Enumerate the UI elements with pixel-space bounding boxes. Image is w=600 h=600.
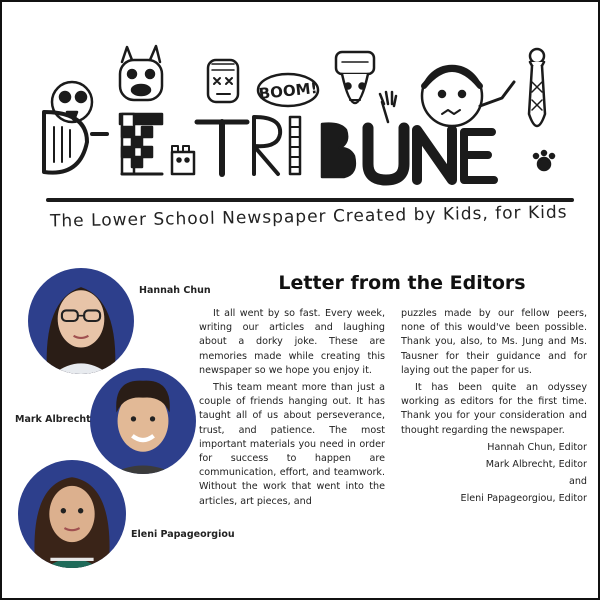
article-column-2 [401,307,587,510]
article-title: Letter from the Editors [278,272,526,294]
paragraph: It has been quite an odyssey working as editors for the first time. Thank you for your consideration and thought regarding the newspaper. [401,382,587,436]
signature-line: Eleni Papageorgiou, Editor [460,493,587,505]
masthead-rule [46,198,574,202]
editor-photo-eleni [18,460,126,568]
editor-photo-mark [90,368,196,474]
signature-line: Mark Albrecht, Editor [485,459,587,471]
paragraph: puzzles made by our fellow peers, none of this would've been possible. Thank you, also, to Ms. Jung and Ms. Tausner for their guidance and for laying out the paper for us. [401,308,587,376]
editor-photo-hannah [28,268,134,374]
signature-line: Hannah Chun, Editor [487,441,587,453]
editor-name-eleni: Eleni Papageorgiou [131,529,235,540]
signature-line: and [568,476,587,488]
paragraph: This team meant more than just a couple of friends hanging out. It has taught all of us about perseverance, trust, and patience. The most important materials you need in order for success to happen are communication, effort, and teamwork. Without the work that went into the articles, art pieces, and [199,382,385,507]
editor-name-hannah: Hannah Chun [139,285,211,296]
paragraph: It all went by so fast. Every week, writing our articles and laughing about a dorky joke. These are memories made while creating this newspaper so we hope you enjoy it. [199,308,385,376]
boom-text: BOOM! [257,78,319,104]
editor-name-mark: Mark Albrecht [15,414,91,425]
tagline: The Lower School Newspaper Created by Kids, for Kids [49,202,568,232]
article-column-1 [199,307,385,512]
